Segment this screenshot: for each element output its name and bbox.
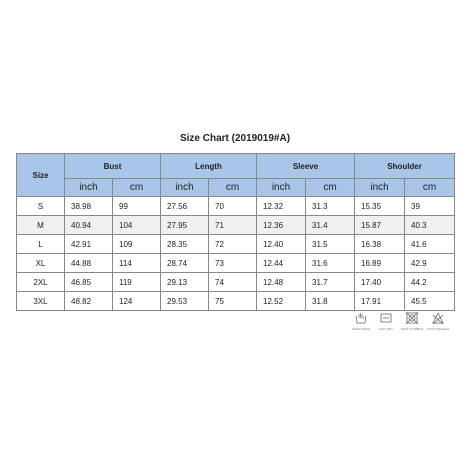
bust-header: Bust (65, 154, 161, 179)
unit-header: inch (355, 179, 405, 197)
table-row (17, 235, 455, 254)
measurement-cell: 31.8 (306, 292, 355, 311)
measurement-cell: 74 (209, 273, 257, 292)
measurement-cell: 12.48 (257, 273, 306, 292)
measurement-cell: 99 (113, 197, 161, 216)
unit-header: inch (65, 179, 113, 197)
measurement-cell: 70 (209, 197, 257, 216)
measurement-cell: 114 (113, 254, 161, 273)
size-column-header: Size (17, 154, 65, 197)
measurement-cell: 72 (209, 235, 257, 254)
size-cell: 2XL (17, 273, 65, 292)
do-not-bleach-icon (431, 311, 445, 325)
measurement-cell: 104 (113, 216, 161, 235)
measurement-cell: 124 (113, 292, 161, 311)
size-cell: M (17, 216, 65, 235)
table-row (17, 254, 455, 273)
unit-header: cm (209, 179, 257, 197)
measurement-cell: 17.91 (355, 292, 405, 311)
measurement-cell: 15.35 (355, 197, 405, 216)
measurement-cell: 48.82 (65, 292, 113, 311)
sleeve-header: Sleeve (257, 154, 355, 179)
measurement-cell: 12.32 (257, 197, 306, 216)
measurement-cell: 119 (113, 273, 161, 292)
measurement-cell: 12.40 (257, 235, 306, 254)
care-label: HAND WASH (351, 327, 371, 331)
table-row (17, 216, 455, 235)
measurement-cell: 31.5 (306, 235, 355, 254)
measurement-cell: 29.53 (161, 292, 209, 311)
unit-header: cm (306, 179, 355, 197)
measurement-cell: 109 (113, 235, 161, 254)
care-item (373, 311, 399, 331)
measurement-cell: 17.40 (355, 273, 405, 292)
measurement-cell: 39 (405, 197, 455, 216)
care-item (399, 311, 425, 331)
measurement-cell: 46.85 (65, 273, 113, 292)
measurement-cell: 45.5 (405, 292, 455, 311)
do-not-tumble-dry-icon (405, 311, 419, 325)
measurement-cell: 28.74 (161, 254, 209, 273)
measurement-cell: 75 (209, 292, 257, 311)
measurement-cell: 41.6 (405, 235, 455, 254)
measurement-cell: 44.88 (65, 254, 113, 273)
size-cell: XL (17, 254, 65, 273)
measurement-cell: 12.44 (257, 254, 306, 273)
unit-header: inch (161, 179, 209, 197)
measurement-cell: 44.2 (405, 273, 455, 292)
hand-wash-icon (354, 311, 368, 325)
measurement-cell: 73 (209, 254, 257, 273)
measurement-cell: 16.38 (355, 235, 405, 254)
table-row (17, 197, 455, 216)
measurement-cell: 31.4 (306, 216, 355, 235)
size-cell: 3XL (17, 292, 65, 311)
measurement-cell: 31.6 (306, 254, 355, 273)
unit-header: cm (405, 179, 455, 197)
size-cell: S (17, 197, 65, 216)
measurement-cell: 42.91 (65, 235, 113, 254)
measurement-cell: 42.9 (405, 254, 455, 273)
measurement-cell: 12.36 (257, 216, 306, 235)
measurement-cell: 71 (209, 216, 257, 235)
measurement-cell: 12.52 (257, 292, 306, 311)
measurement-cell: 40.3 (405, 216, 455, 235)
measurement-cell: 38.98 (65, 197, 113, 216)
care-label: FLAT DRY (378, 327, 394, 331)
measurement-cell: 27.56 (161, 197, 209, 216)
measurement-cell: 16.89 (355, 254, 405, 273)
measurement-cell: 40.94 (65, 216, 113, 235)
shoulder-header: Shoulder (355, 154, 455, 179)
care-label: DON'T BLEACH (427, 327, 449, 331)
unit-header: cm (113, 179, 161, 197)
care-item (348, 311, 374, 331)
measurement-cell: 29.13 (161, 273, 209, 292)
size-cell: L (17, 235, 65, 254)
table-row (17, 292, 455, 311)
flat-dry-icon (379, 311, 393, 325)
care-item (425, 311, 451, 331)
measurement-cell: 15.87 (355, 216, 405, 235)
size-chart-table (16, 153, 455, 311)
measurement-cell: 27.95 (161, 216, 209, 235)
measurement-cell: 31.7 (306, 273, 355, 292)
unit-header: inch (257, 179, 306, 197)
page-title: Size Chart (2019019#A) (179, 133, 291, 144)
length-header: Length (161, 154, 257, 179)
care-label: DON'T TUMBLE (401, 327, 423, 331)
table-row (17, 273, 455, 292)
measurement-cell: 31.3 (306, 197, 355, 216)
measurement-cell: 28.35 (161, 235, 209, 254)
